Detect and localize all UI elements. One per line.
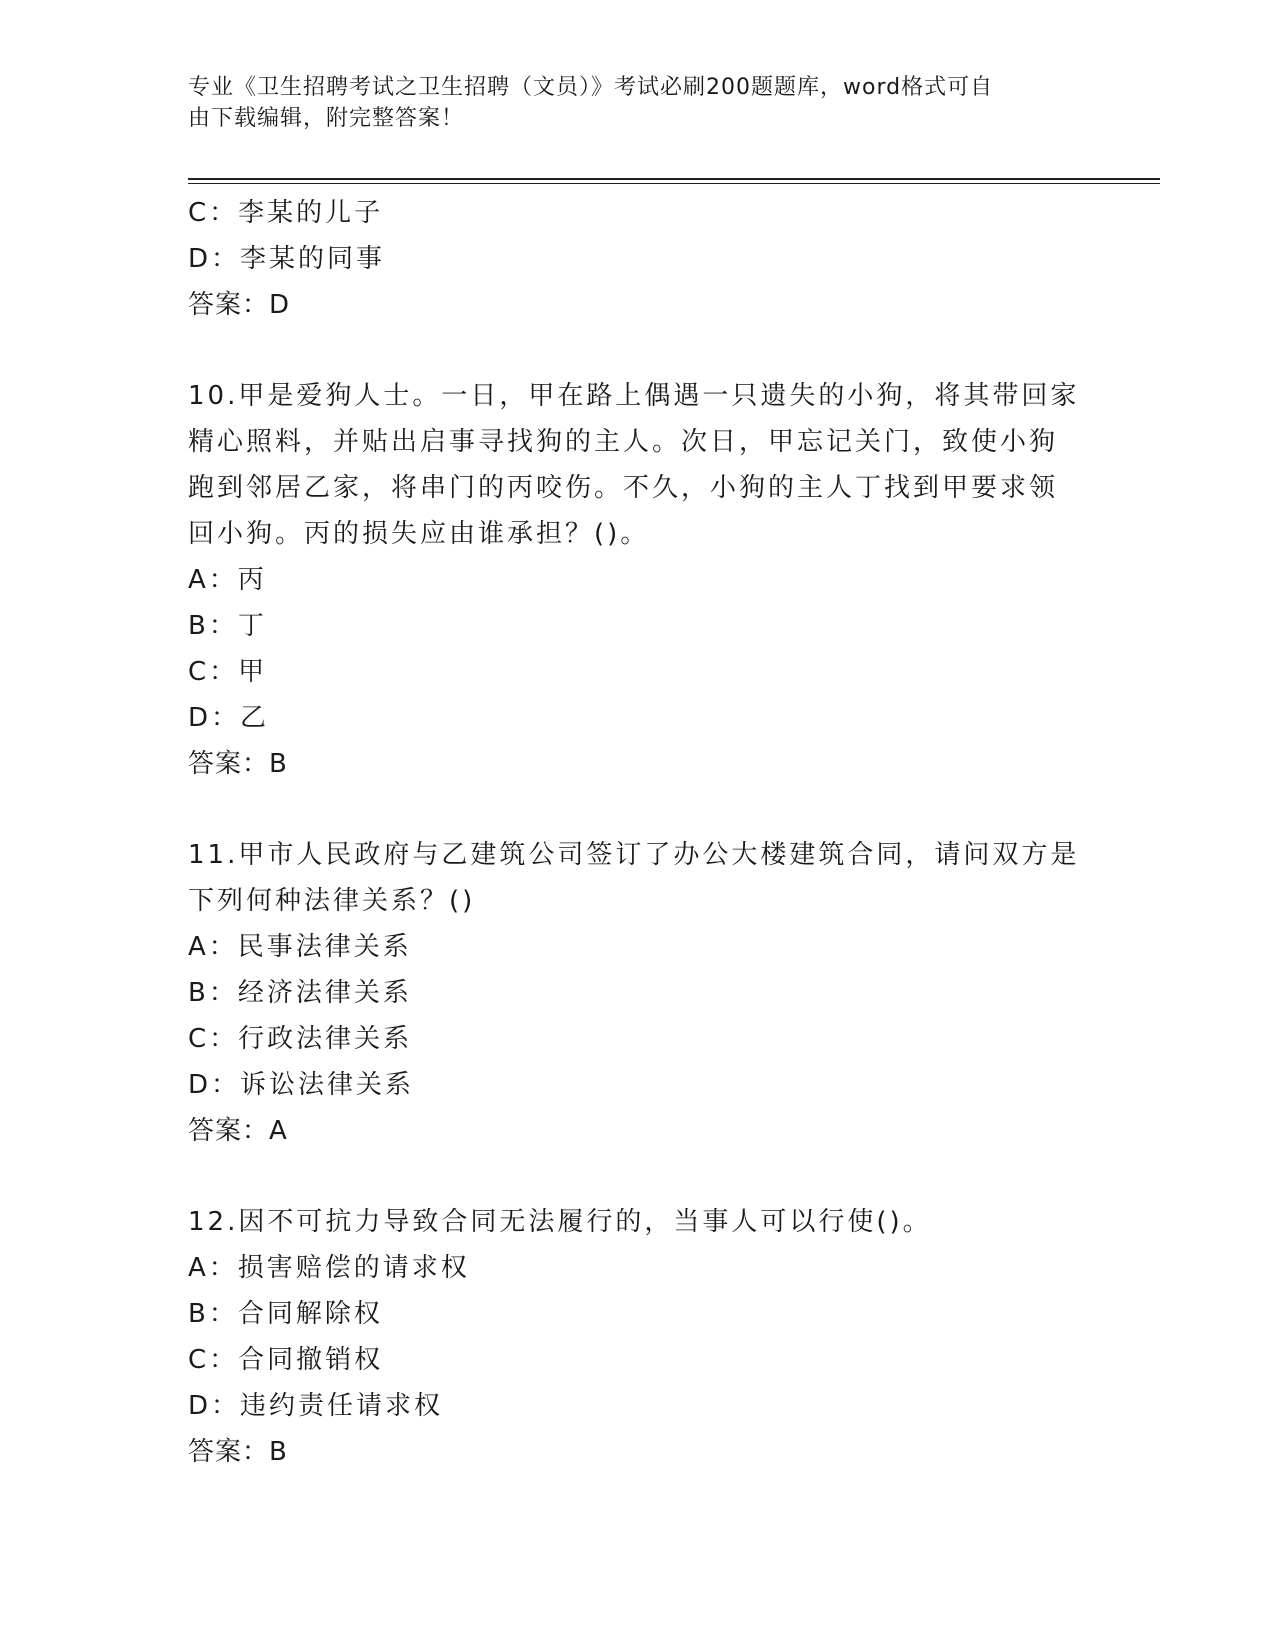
stem-line: 12.因不可抗力导致合同无法履行的，当事人可以行使()。	[188, 1207, 932, 1237]
header-divider-thick	[188, 178, 1160, 180]
question-12	[188, 1199, 1088, 1475]
stem-line: 下列何种法律关系？()	[188, 886, 476, 916]
option-c: C：李某的儿子	[188, 198, 384, 228]
option-b: B：合同解除权	[188, 1299, 383, 1329]
option-d: D：李某的同事	[188, 244, 386, 274]
question-9-continued	[188, 190, 1088, 328]
header-divider-thin	[188, 183, 1160, 184]
stem-line: 10.甲是爱狗人士。一日，甲在路上偶遇一只遗失的小狗，将其带回家	[188, 381, 1080, 411]
stem-line: 跑到邻居乙家，将串门的丙咬伤。不久，小狗的主人丁找到甲要求领	[188, 473, 1059, 503]
spacer	[188, 328, 1088, 373]
option-d: D：诉讼法律关系	[188, 1070, 415, 1100]
header-line-2: 由下载编辑，附完整答案！	[188, 106, 465, 131]
question-11	[188, 832, 1088, 1154]
header-line-1: 专业《卫生招聘考试之卫生招聘（文员）》考试必刷200题题库，word格式可自	[188, 75, 994, 100]
option-c: C：合同撤销权	[188, 1345, 384, 1375]
answer-line: 答案：A	[188, 1116, 288, 1146]
option-c: C：行政法律关系	[188, 1024, 413, 1054]
stem-line: 精心照料，并贴出启事寻找狗的主人。次日，甲忘记关门，致使小狗	[188, 427, 1059, 457]
option-b: B：丁	[188, 611, 267, 641]
stem-line: 11.甲市人民政府与乙建筑公司签订了办公大楼建筑合同，请问双方是	[188, 840, 1080, 870]
answer-line: 答案：B	[188, 749, 288, 779]
spacer	[188, 787, 1088, 832]
option-a: A：损害赔偿的请求权	[188, 1253, 470, 1283]
question-stem	[188, 373, 1088, 557]
option-a: A：民事法律关系	[188, 932, 412, 962]
document-header	[188, 72, 1068, 134]
question-10	[188, 373, 1088, 787]
option-d: D：违约责任请求权	[188, 1391, 444, 1421]
question-list	[188, 190, 1088, 1475]
option-b: B：经济法律关系	[188, 978, 412, 1008]
option-d: D：乙	[188, 703, 270, 733]
answer-line: 答案：D	[188, 290, 291, 320]
option-a: A：丙	[188, 565, 267, 595]
answer-line: 答案：B	[188, 1437, 288, 1467]
question-stem	[188, 832, 1088, 924]
question-stem	[188, 1199, 1088, 1245]
spacer	[188, 1154, 1088, 1199]
stem-line: 回小狗。丙的损失应由谁承担？()。	[188, 519, 650, 549]
option-c: C：甲	[188, 657, 268, 687]
